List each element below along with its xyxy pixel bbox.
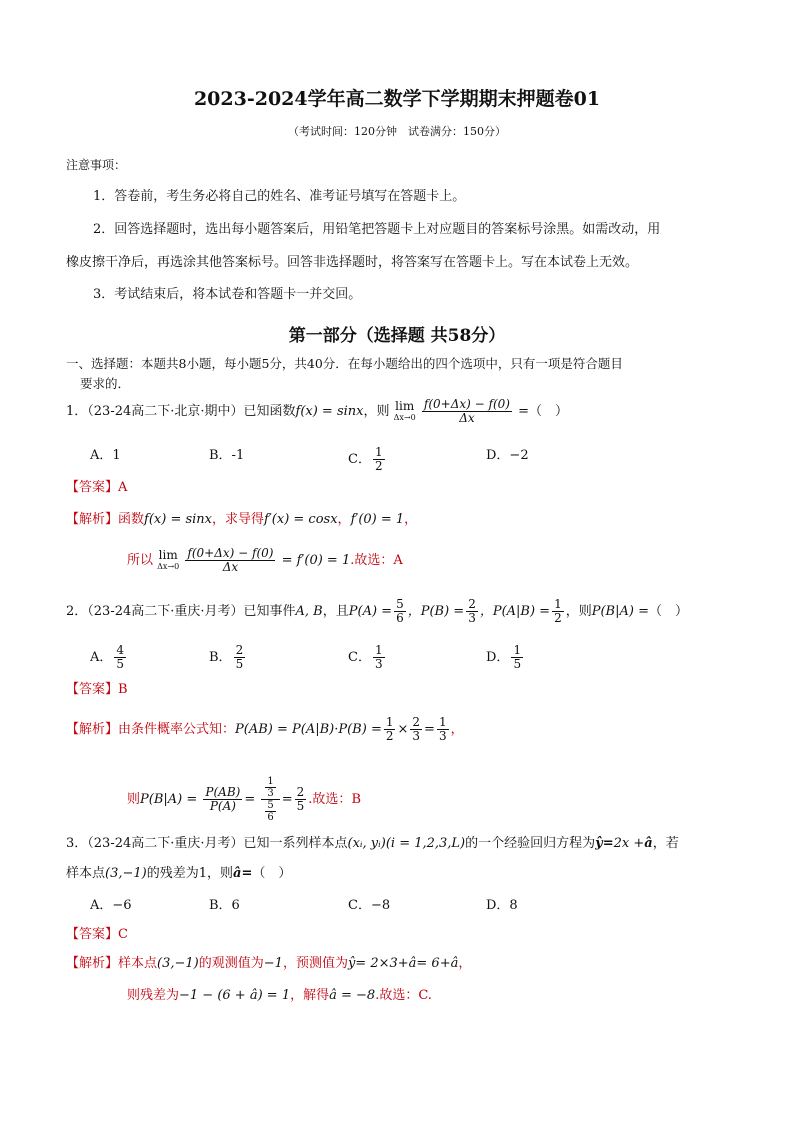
notes-heading: 注意事项： xyxy=(66,158,127,172)
option-b: B．-1 xyxy=(209,448,245,463)
note-item: 1．答卷前，考生务必将自己的姓名、准考证号填写在答题卡上。 xyxy=(93,189,466,204)
analysis-3-line2: 则残差为−1 − (6 + â) = 1，解得â = −8.故选：C. xyxy=(127,988,432,1003)
option-d: D．8 xyxy=(486,898,518,913)
question-3-stem-line2: 样本点(3,−1)的残差为1，则â=（ ） xyxy=(66,866,292,881)
answer-1: 【答案】A xyxy=(66,480,128,495)
option-a: A．1 xyxy=(90,448,121,463)
option-c: C． $\frac{1}{3}$ xyxy=(348,643,383,671)
page-title: 2023-2024学年高二数学下学期期末押题卷01 xyxy=(193,88,601,110)
question-1-stem: 1．（23-24高二下·北京·期中）已知函数f(x) = sinx，则 lim Δx→0 $\frac{f(0+\Delta x) - f(0)}{\Delta x}$ =（ ） xyxy=(66,397,568,425)
answer-2: 【答案】B xyxy=(66,682,128,697)
section-title: 第一部分（选择题 共58分） xyxy=(288,326,506,346)
answer-3: 【答案】C xyxy=(66,927,128,942)
option-a: A．−6 xyxy=(90,898,132,913)
option-d: D．−2 xyxy=(486,448,529,463)
option-c: C．−8 xyxy=(348,898,391,913)
exam-info: （考试时间：120分钟 试卷满分：150分） xyxy=(288,125,506,138)
question-3-stem-line1: 3．（23-24高二下·重庆·月考）已知一系列样本点(xᵢ, yᵢ)(i = 1,2,3,L)的一个经验回归方程为ŷ=2x +â，若 xyxy=(66,836,679,851)
section-desc: 一、选择题：本题共8小题，每小题5分，共40分．在每小题给出的四个选项中，只有一项是符合题目 xyxy=(66,356,623,371)
analysis-2-line2: 则P(B|A) = $\frac{P(AB)}{P(A)}$ = $\frac{\frac{1}{3}}{\frac{5}{6}}$ = $\frac{2}{5}$ .故选：B xyxy=(127,776,361,823)
note-item: 橡皮擦干净后，再选涂其他答案标号。回答非选择题时，将答案写在答题卡上。写在本试卷上无效。 xyxy=(66,255,639,270)
note-item: 2．回答选择题时，选出每小题答案后，用铅笔把答题卡上对应题目的答案标号涂黑。如需改动，用 xyxy=(93,222,661,237)
option-c: C． $\frac{1}{2}$ xyxy=(348,445,383,473)
note-item: 3．考试结束后，将本试卷和答题卡一并交回。 xyxy=(93,287,362,302)
option-b: B．6 xyxy=(209,898,240,913)
analysis-1-line2: 所以 lim Δx→0 $\frac{f(0+\Delta x) - f(0)}{\Delta x}$ = f′(0) = 1.故选：A xyxy=(127,546,403,574)
limit-expression: lim Δx→0 xyxy=(393,398,416,422)
analysis-2-line1: 【解析】由条件概率公式知：P(AB) = P(A|B)·P(B) = $\frac{1}{2}$ × $\frac{2}{3}$ = $\frac{1}{3}$ ， xyxy=(66,715,464,743)
option-d: D． $\frac{1}{5}$ xyxy=(486,643,522,671)
section-desc: 要求的． xyxy=(80,376,131,391)
analysis-3-line1: 【解析】样本点(3,−1)的观测值为−1，预测值为ŷ= 2×3+â= 6+â， xyxy=(66,956,472,971)
option-a: A． $\frac{4}{5}$ xyxy=(90,643,125,671)
fraction: $\frac{f(0+\Delta x) - f(0)}{\Delta x}$ xyxy=(423,397,510,425)
question-2-stem: 2．（23-24高二下·重庆·月考）已知事件A, B，且P(A) = $\frac{5}{6}$ ，P(B) = $\frac{2}{3}$ ，P(A|B) = $\frac{1}{2}$ ，则P(B|A) =（ ） xyxy=(66,597,688,625)
analysis-1-line1: 【解析】函数f(x) = sinx，求导得f′(x) = cosx，f′(0) = 1， xyxy=(66,512,418,527)
option-b: B． $\frac{2}{5}$ xyxy=(209,643,244,671)
